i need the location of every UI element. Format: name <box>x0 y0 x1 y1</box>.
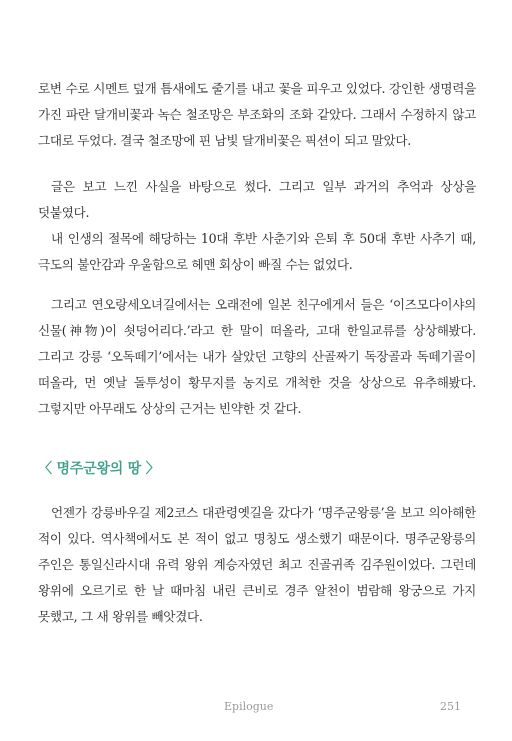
body-paragraph: 언젠가 강릉바우길 제2코스 대관령옛길을 갔다가 ‘명주군왕릉’을 보고 의아해한 적이 있다. 역사책에서도 본 적이 없고 명칭도 생소했기 때문이다. 명주군왕릉의 주인은 통일신라시대 유력 왕위 계승자였던 최고 진골귀족 김주원이었다. 그런데 왕위에 오르기로 한 날 때마침 내린 큰비로 경주 알천이 범람해 왕궁으로 가지 못했고, 그 새 왕위를 빼앗겼다. <box>38 505 476 624</box>
section-heading: 〈 명주군왕의 땅 〉 <box>38 461 160 477</box>
page-body <box>38 76 476 630</box>
paragraph-spacer <box>38 278 476 292</box>
chapter-title: Epilogue <box>224 700 274 713</box>
page-number: 251 <box>440 700 461 713</box>
body-paragraph: 내 인생의 절목에 해당하는 10대 후반 사춘기와 은퇴 후 50대 후반 사추기 때, 극도의 불안감과 우울함으로 헤맨 회상이 빠질 수는 없었다. <box>38 231 476 272</box>
page-footer <box>0 700 512 720</box>
section-spacer <box>38 482 476 500</box>
body-paragraph: 글은 보고 느낀 사실을 바탕으로 썼다. 그리고 일부 과거의 추억과 상상을 덧붙였다. <box>38 179 476 220</box>
paragraph-spacer <box>38 154 476 174</box>
body-paragraph: 그리고 연오랑세오녀길에서는 오래전에 일본 친구에게서 들은 ‘이즈모다이샤의 신물(神物)이 쇳덩어리다.’라고 한 말이 떠올라, 고대 한일교류를 상상해봤다. 그리고 강릉 ‘오독떼기’에서는 내가 살았던 고향의 산골짜기 독장골과 독떼기골이 떠올라, 먼 옛날 돌투성이 황무지를 농지로 개척한 것을 상상으로 유추해봤다. 그렇지만 아무래도 상상의 근거는 빈약한 것 같다. <box>38 297 476 416</box>
section-spacer <box>38 422 476 456</box>
body-paragraph: 로변 수로 시멘트 덮개 틈새에도 줄기를 내고 꽃을 피우고 있었다. 강인한 생명력을 가진 파란 달개비꽃과 녹슨 철조망은 부조화의 조화 같았다. 그래서 수정하지 않고 그대로 두었다. 결국 철조망에 핀 남빛 달개비꽃은 픽션이 되고 말았다. <box>38 81 476 148</box>
